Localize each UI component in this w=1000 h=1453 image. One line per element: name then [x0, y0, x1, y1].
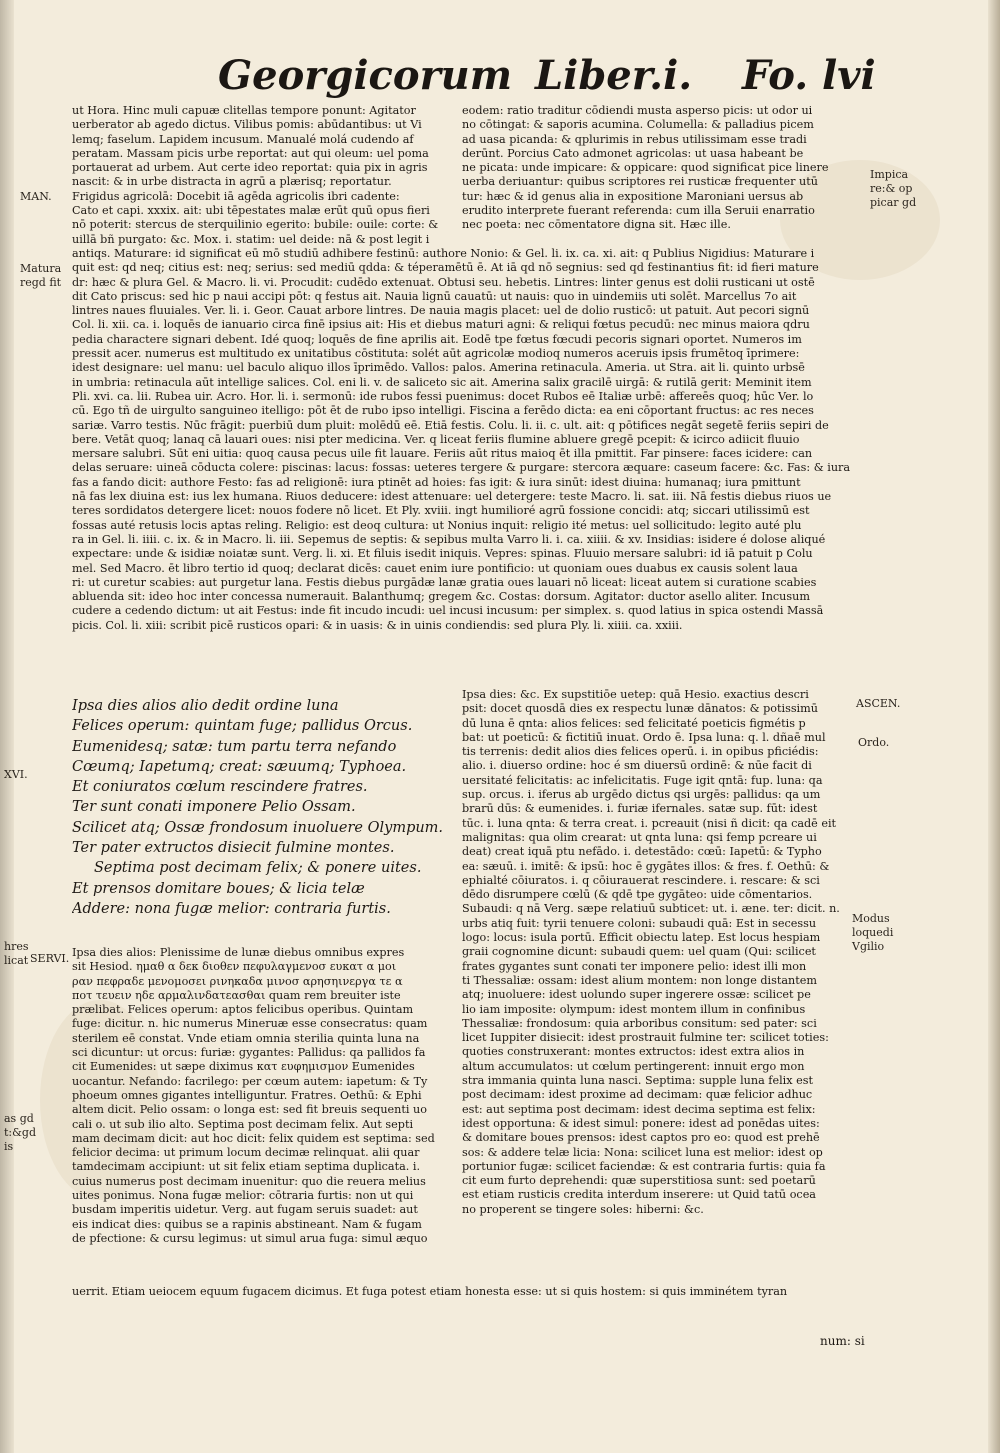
text-line: Subaudi: q nā Verg. sæpe relatiuū subticet: ut. i. æne. ter: dicit. n. — [462, 902, 840, 916]
text-line: nō poterit: stercus de sterquilinio egerito: bubile: ouile: corte: & — [72, 218, 439, 232]
header-folio: Fo. lvi — [742, 52, 876, 99]
text-line: portauerat ad urbem. Aut certe ideo reportat: quia pix in agris — [72, 161, 428, 175]
text-line: lemq; faselum. Lapidem incusum. Manualé molá cudendo af — [72, 132, 414, 146]
text-line: nascit: & in urbe distracta in agrū a plærisq; reportatur. — [72, 175, 392, 189]
text-line: in umbria: retinacula aūt intellige salices. Col. eni li. v. de saliceto sic ait. Amerina salix gracilē uirgā: & rutilā gerit: Meminit item — [72, 375, 812, 389]
text-line: mam decimam dicit: aut hoc dicit: felix quidem est septima: sed — [72, 1131, 435, 1145]
text-line: nec poeta: nec cōmentatore digna sit. Hæc ille. — [462, 218, 731, 232]
text-line: uites ponimus. Nona fugæ melior: cōtraria furtis: non ut qui — [72, 1189, 414, 1203]
text-line: logo: locus: isula portū. Efficit obiectu latep. Est locus hespiam — [462, 931, 821, 945]
text-line: delas seruare: uineā cōducta colere: piscinas: lacus: fossas: ueteres tergere & purgare: stercora æquare: caseum facere: &c. Fas: & iura — [72, 461, 851, 475]
text-line: stra immania quinta luna nasci. Septima: supple luna felix est — [462, 1074, 813, 1088]
text-line: sup. orcus. i. iferus ab urgēdo dictus qsi urgēs: pallidus: qa um — [462, 788, 821, 802]
text-line: Thessaliæ: frondosum: quia arboribus consitum: sed pater: sci — [462, 1016, 817, 1030]
text-line: eodem: ratio traditur cōdiendi musta asperso picis: ut odor ui — [462, 104, 813, 117]
margin-note-left: XVI. — [4, 768, 28, 781]
verse-line: Cœumq; Iapetumq; creat: sæuumq; Typhoea. — [72, 758, 407, 775]
verse-line: Septima post decimam felix; & ponere uites. — [94, 860, 422, 877]
text-line: erudito interprete fuerant referenda: cum illa Seruii enarratio — [462, 204, 815, 218]
running-header — [0, 52, 1000, 112]
text-line: uerrit. Etiam ueiocem equum fugacem dicimus. Et fuga potest etiam honesta esse: ut si quis hostem: si quis imminétem tyran — [72, 1285, 788, 1298]
text-line: Col. li. xii. ca. i. loquēs de ianuario circa finē ipsius ait: His et diebus maturi agni: & reliqui fœtus pecudū: nec minus maiora qdru — [72, 318, 810, 332]
text-line: idest designare: uel manu: uel baculo aliquo illos īprimēdo. Vallos: palos. Amerina retinacula. Ameria. ut Stra. ait li. quinto urbsē — [72, 361, 805, 375]
text-line: cū. Ego tñ de uirgulto sanguineo itelligo: pōt ēt de rubo ipso intelligi. Fiscina a ferēdo dicta: ea eni cōportant fructus: ac res neces — [72, 404, 814, 418]
text-line: uerba deriuantur: quibus scriptores rei rusticæ frequenter utū — [462, 175, 818, 189]
text-line: sariæ. Varro testis. Nūc frāgit: puerbiū dum pluit: molēdū eē. Etiā festis. Colu. li. ii. c. ult. ait: q pōtifices negāt segetē feriis sepiri de — [72, 418, 829, 432]
text-line: peratam. Massam picis urbe reportat: aut qui oleum: uel poma — [72, 146, 429, 160]
text-line: busdam imperitis uidetur. Verg. aut fugam seruis suadet: aut — [72, 1203, 418, 1217]
text-line: post decimam: idest proxime ad decimam: quæ felicior adhuc — [462, 1088, 813, 1102]
header-book-number: Liber.i. — [535, 52, 693, 99]
text-line: tis terrenis: dedit alios dies felices operū. i. in opibus pficiédis: — [462, 745, 819, 759]
text-line: urbs atiq fuit: tyrii tenuere coloni: subaudi quā: Est in secessu — [462, 916, 817, 930]
text-line: frates gygantes sunt conati ter imponere pelio: idest illi mon — [462, 959, 807, 973]
text-line: uocantur. Nefando: facrilego: per cœum autem: iapetum: & Ty — [72, 1074, 428, 1088]
text-line: tūc. i. luna qnta: & terra creat. i. pcreauit (nisi ñ dicit: qa cadē eit — [462, 816, 837, 830]
verse-line: Felices operum: quintam fuge; pallidus Orcus. — [72, 718, 413, 735]
text-line: uillā bñ purgato: &c. Mox. i. statim: uel deide: nā & post legit i — [72, 232, 430, 246]
text-line: expectare: unde & isidiæ noiatæ sunt. Verg. li. xi. Et filuis isedit iniquis. Vepres: spinas. Fluuio mersare salubri: id iā patuit p Colu — [72, 547, 813, 561]
text-line: fossas auté retusis locis aptas reling. Religio: est deoq cultura: ut Nonius inquit: religio ité metus: uel sollicitudo: legito auté plu — [72, 518, 802, 532]
text-line: sit Hesiod. ημαθ α δεκ διοθεν πεφυλαγμενοσ ευκατ α μοι — [72, 960, 397, 974]
poem-verse — [72, 696, 452, 919]
margin-note-right: Ordo. — [858, 736, 890, 749]
text-line: psit: docet quosdā dies ex respectu lunæ dānatos: & potissimū — [462, 702, 818, 716]
text-line: sci dicuntur: ut orcus: furiæ: gygantes: Pallidus: qa pallidos fa — [72, 1046, 426, 1060]
text-line: pedia charactere signari debent. Idé quoq; loquēs de fine aprilis ait. Eodē tpe fœtus fœcudi pecoris signari oportet. Numeros im — [72, 332, 802, 346]
text-line: Pli. xvi. ca. lii. Rubea uir. Acro. Hor. li. i. sermonū: ide rubos fessi puenimus: docet Rubos eē Italiæ urbē: affereēs quoq; hūc Ver. lo — [72, 389, 814, 403]
text-line: cit Eumenides: ut sæpe diximus κατ ευφημισμον Eumenides — [72, 1060, 415, 1074]
text-line: ad uasa picanda: & qplurimis in rebus utilissimam esse tradi — [462, 132, 807, 146]
text-line: felicior decima: ut primum locum decimæ relinquat. alii quar — [72, 1146, 420, 1160]
text-line: ut Hora. Hinc muli capuæ clitellas tempore ponunt: Agitator — [72, 104, 416, 117]
text-line: Cato et capi. xxxix. ait: ubi tēpestates malæ erūt quū opus fieri — [72, 204, 430, 218]
commentary-upper-left — [72, 104, 452, 247]
text-line: fas a fando dicit: authore Festo: fas ad religionē: iura ptinēt ad hoies: fas igit: & iura sinūt: idest diuina: humanaq; iura pmittunt — [72, 475, 801, 489]
text-line: ea: sæuū. i. imitē: & ipsū: hoc ē gygātes illos: & fres. f. Oethū: & — [462, 859, 830, 873]
margin-note-left: as gd t:&gd is — [4, 1112, 37, 1153]
text-line: ποτ τευειν ηδε αρμαλινδατεασθαι quam rem breuiter iste — [72, 988, 401, 1002]
text-line: fuge: dicitur. n. hic numerus Mineruæ esse consecratus: quam — [72, 1017, 428, 1031]
text-line: cali o. ut sub ilio alto. Septima post decimam felix. Aut septi — [72, 1117, 414, 1131]
text-line: & domitare boues prensos: idest captos pro eo: quod est prehē — [462, 1131, 820, 1145]
commentary-bottom-line — [72, 1285, 852, 1299]
text-line: Frigidus agricolā: Docebit iā agēda agricolis ibri cadente: — [72, 189, 400, 203]
text-line: lio iam imposite: olympum: idest montem illum in confinibus — [462, 1002, 806, 1016]
text-line: de pfectione: & cursu legimus: ut simul arua fuga: simul æquo — [72, 1231, 428, 1245]
text-line: cit eum furto deprehendi: quæ superstitiosa sunt: sed poetarū — [462, 1174, 816, 1188]
text-line: ephialté cōiuratos. i. q cōiurauerat rescindere. i. rescare: & sci — [462, 873, 820, 887]
text-line: cudere a cedendo dictum: ut ait Festus: inde fit incudo incudi: uel incusi incusum: per simplex. s. quod latius in spica ostendi Massā — [72, 604, 824, 618]
commentary-upper-right — [462, 104, 854, 233]
text-line: tur: hæc & id genus alia in expositione Maroniani uersus ab — [462, 189, 804, 203]
text-line: ri: ut curetur scabies: aut purgetur lana. Festis diebus purgādæ lanæ gratia oues lauari nō liceat: liceat autem si curatione scabies — [72, 575, 817, 589]
text-line: eis indicat dies: quibus se a rapinis abstineant. Nam & fugam — [72, 1217, 422, 1231]
text-line: nā fas lex diuina est: ius lex humana. Riuos deducere: idest attenuare: uel detergere: teste Macro. li. sat. iii. Nā festis diebus riuos ue — [72, 490, 832, 504]
text-line: dū luna ē qnta: alios felices: sed felicitaté poeticis figmétis p — [462, 716, 806, 730]
text-line: phoeum omnes gigantes intelliguntur. Fratres. Oethū: & Ephi — [72, 1088, 422, 1102]
text-line: portunior fugæ: scilicet faciendæ: & est contraria furtis: quia fa — [462, 1159, 826, 1173]
text-line: graii cognomine dicunt: subaudi quem: uel quam (Qui: scilicet — [462, 945, 816, 959]
text-line: derūnt. Porcius Cato admonet agricolas: ut uasa habeant be — [462, 146, 804, 160]
text-line: abluenda sit: ideo hoc inter concessa numerauit. Balanthumq; gregem &c. Costas: dorsum. Agitator: ductor asello aliter. Incusum — [72, 590, 810, 604]
text-line: altem dicit. Pelio ossam: o longa est: sed fit breuis sequenti uo — [72, 1103, 427, 1117]
text-line: cuius numerus post decimam inuenitur: quo die reuera melius — [72, 1174, 426, 1188]
text-line: no cōtingat: & saporis acumina. Columella: & palladius picem — [462, 118, 814, 132]
text-line: Ipsa dies: &c. Ex supstitiōe uetep: quā Hesio. exactius descri — [462, 688, 809, 701]
verse-line: Eumenidesq; satæ: tum partu terra nefando — [72, 738, 397, 755]
verse-line: Addere: nona fugæ melior: contraria furtis. — [72, 900, 391, 917]
header-book-title: Georgicorum — [218, 52, 513, 99]
text-line: quoties construxerant: montes extructos: idest extra alios in — [462, 1045, 805, 1059]
text-line: atq; inuoluere: idest uolundo super ingerere ossæ: scilicet pe — [462, 988, 811, 1002]
text-line: antiqs. Maturare: id significat eū mō studiū adhibere festinū: authore Nonio: & Gel. li. ix. ca. xi. ait: q Publius Nigidius: Maturare i — [72, 247, 815, 260]
text-line: ra in Gel. li. iiii. c. ix. & in Macro. li. iii. Sepemus de septis: & sepibus multa Varro li. i. ca. xiiii. & xv. Insidias: isidere é dolose aliqué — [72, 532, 826, 546]
text-line: alio. i. diuerso ordine: hoc é sm diuersū ordinē: & nūe facit di — [462, 759, 812, 773]
catchword: num: si — [820, 1334, 865, 1348]
text-line: Ipsa dies alios: Plenissime de lunæ diebus omnibus expres — [72, 946, 405, 959]
margin-note-right: ASCEN. — [856, 697, 901, 710]
text-line: no properent se tingere soles: hiberni: &c. — [462, 1202, 704, 1216]
text-line: bat: ut poeticū: & fictitiū inuat. Ordo ē. Ipsa luna: q. l. dñaē mul — [462, 730, 826, 744]
text-line: idest opportuna: & idest simul: ponere: idest ad ponēdas uites: — [462, 1116, 820, 1130]
text-line: uersitaté felicitatis: ac infelicitatis. Fuge igit qntā: fup. luna: qa — [462, 773, 823, 787]
text-line: picis. Col. li. xiii: scribit picē rusticos opari: & in uasis: & in uinis condiendis: sed plura Ply. li. xiiii. ca. xxiii. — [72, 618, 683, 632]
margin-note-left: Matura regd fit — [20, 262, 62, 289]
verse-line: Et coniuratos cœlum rescindere fratres. — [72, 779, 368, 796]
text-line: brarū dūs: & eumenides. i. furiæ ifernales. satæ sup. fūt: idest — [462, 802, 818, 816]
commentary-full-width — [72, 247, 852, 633]
binding-gutter — [0, 0, 14, 1453]
text-line: malignitas: qua olim crearat: ut qnta luna: qsi femp pcreare ui — [462, 830, 817, 844]
margin-note-right: Impica re:& op picar gd — [870, 168, 917, 209]
text-line: dēdo disrumpere cœlū (& qdē tpe gygāteo: uide cōmentarios. — [462, 888, 813, 902]
text-line: mel. Sed Macro. ēt libro tertio id quoq; declarat dicēs: cauet enim iure pontificio: ut quoniam oues duabus ex causis solent laua — [72, 561, 798, 575]
text-line: teres sordidatos detergere licet: nouos fodere nō licet. Et Ply. xviii. ingt humilioré agrū fossione concidi: atq; siccari utilissimū est — [72, 504, 810, 518]
margin-note-right: Modus loquedi Vgilio — [852, 912, 894, 953]
text-line: deat) creat iquā ptu nefādo. i. detestādo: cœū: Iapetū: & Typho — [462, 845, 822, 859]
text-line: ραν πεφραδε μενομοσει ρινηκαδα μινοσ αρησηινεργα τε α — [72, 974, 403, 988]
text-line: licet Iuppiter disiecit: idest prostrauit fulmine ter: scilicet toties: — [462, 1031, 829, 1045]
verse-line: Et prensos domitare boues; & licia telæ — [72, 880, 365, 897]
text-line: dit Cato priscus: sed hic p naui accipi pōt: q festus ait. Nauia lignū cauatū: ut nauis: quo in uindemiis uti solēt. Marcellus 7o ait — [72, 289, 797, 303]
text-line: sos: & addere telæ licia: Nona: scilicet luna est melior: idest op — [462, 1145, 823, 1159]
text-line: mersare salubri. Sūt eni uitia: quoq causa pecus uile fit lauare. Feriis aūt ritus maioq ēt illa pmittit. Far pinsere: faces icidere: can — [72, 447, 813, 461]
text-line: sterilem eē constat. Vnde etiam omnia sterilia quinta luna na — [72, 1031, 420, 1045]
text-line: pressit acer. numerus est multitudo ex unitatibus cōstituta: solét aūt agricolæ modioq numeros aceruis ipsis frumētoq īprimere: — [72, 347, 800, 361]
text-line: quit est: qd neq; citius est: neq; serius: sed mediū qdda: & téperamētū ē. At iā qd nō segnius: sed qd festinantius fit: id fieri mature — [72, 261, 819, 275]
text-line: ne picata: unde impicare: & oppicare: quod significat pice linere — [462, 161, 829, 175]
text-line: lintres naues fluuiales. Ver. li. i. Geor. Cauat arbore lintres. De nauia magis placet: uel de dolio rusticō: ut patuit. Aut pecori signū — [72, 304, 810, 318]
text-line: altum accumulatos: ut cœlum pertingerent: innuit ergo mon — [462, 1059, 805, 1073]
text-line: est etiam rusticis credita interdum inserere: ut Quid tatū ocea — [462, 1188, 816, 1202]
text-line: dr: hæc & plura Gel. & Macro. li. vi. Procudit: cudēdo extenuat. Obtusi seu. hebetis. Lintres: linter genus est dolii rusticani ut ostē — [72, 275, 815, 289]
text-line: uerberator ab agedo dictus. Vilibus pomis: abūdantibus: ut Vi — [72, 118, 422, 132]
text-line: tamdecimam accipiunt: ut sit felix etiam septima duplicata. i. — [72, 1160, 420, 1174]
margin-note-left: hres licat — [4, 940, 29, 967]
verse-line: Ipsa dies alios alio dedit ordine luna — [72, 698, 339, 714]
commentary-lower-left — [72, 946, 452, 1246]
verse-line: Ter sunt conati imponere Pelio Ossam. — [72, 799, 356, 816]
margin-note-left: SERVI. — [30, 952, 70, 965]
commentary-lower-right — [462, 688, 854, 1217]
verse-line: Ter pater extructos disiecit fulmine montes. — [72, 840, 395, 857]
page-edge — [988, 0, 1000, 1453]
text-line: est: aut septima post decimam: idest decima septima est felix: — [462, 1102, 816, 1116]
margin-note-left: MAN. — [20, 190, 52, 203]
text-line: ti Thessaliæ: ossam: idest alium montem: non longe distantem — [462, 973, 817, 987]
text-line: prælibat. Felices operum: aptos felicibus operibus. Quintam — [72, 1003, 414, 1017]
text-line: bere. Vetāt quoq; lanaq cā lauari oues: nisi pter medicina. Ver. q liceat feriis flumine abluere gregē pcepit: & icirco adiicit fluuio — [72, 432, 800, 446]
verse-line: Scilicet atq; Ossæ frondosum inuoluere Olympum. — [72, 819, 444, 836]
